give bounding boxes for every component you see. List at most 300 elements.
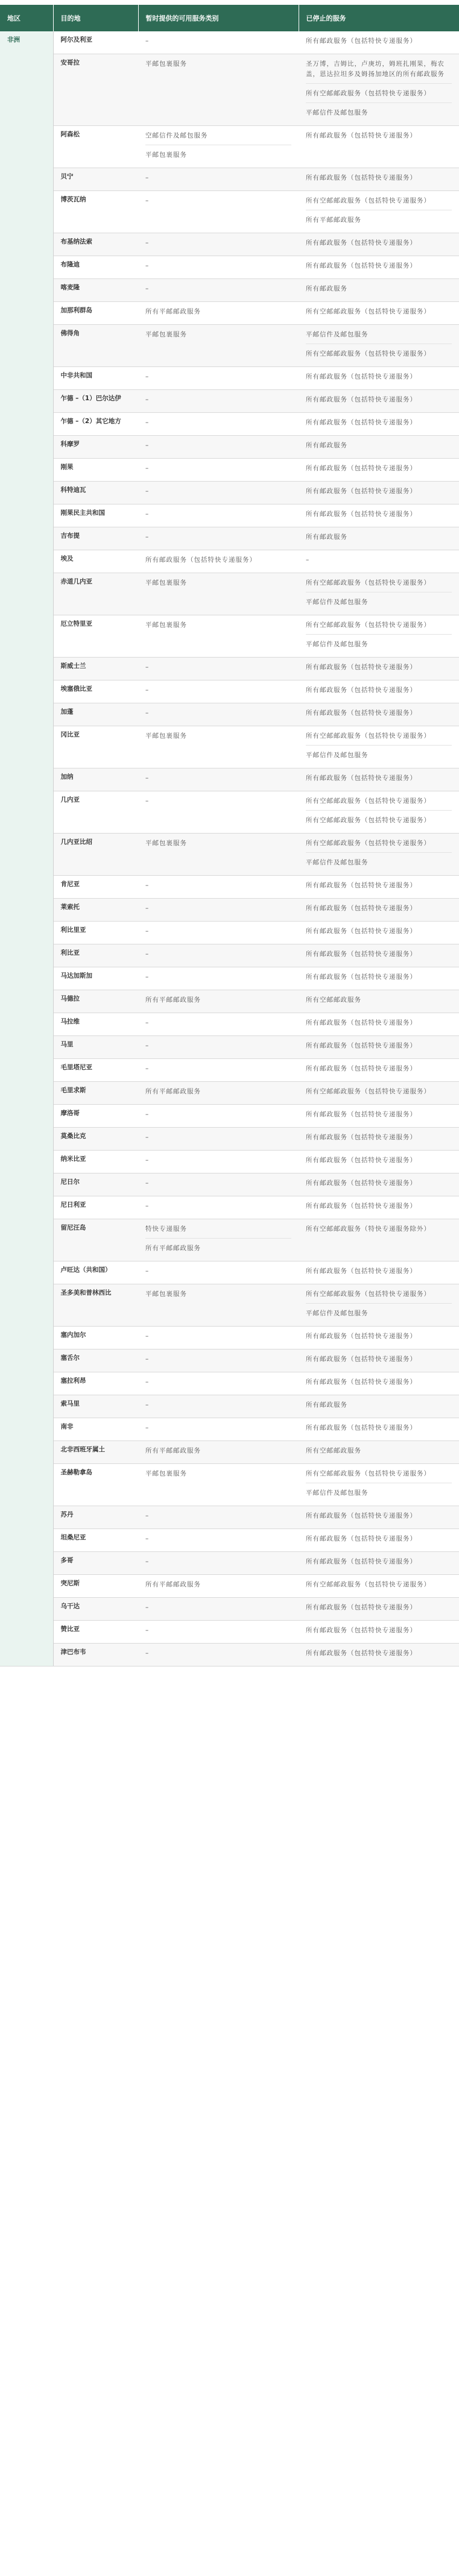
available-service-list xyxy=(145,283,291,298)
suspended-services-cell xyxy=(299,482,459,504)
available-service-item: 空邮信件及邮包服务 xyxy=(145,132,208,139)
table-row xyxy=(0,1082,459,1105)
suspended-service-item: 所有空邮邮政服务（包括特快专递服务） xyxy=(306,308,431,315)
available-services-cell xyxy=(138,54,299,126)
available-services-cell xyxy=(138,527,299,550)
suspended-services-cell xyxy=(299,1349,459,1372)
available-service-item: – xyxy=(145,510,150,518)
available-services-cell xyxy=(138,1441,299,1464)
available-service-list xyxy=(145,902,291,917)
available-services-cell xyxy=(138,1284,299,1327)
available-services-cell xyxy=(138,459,299,482)
suspended-service-item: 所有邮政服务（包括特快专递服务） xyxy=(306,1333,417,1340)
available-services-cell xyxy=(138,944,299,967)
suspended-services-cell xyxy=(299,1261,459,1284)
available-service-item: – xyxy=(145,1650,150,1657)
available-service-list xyxy=(145,795,291,810)
suspended-service-item: 所有邮政服务（包括特快专递服务） xyxy=(306,928,417,935)
available-services-cell xyxy=(138,413,299,436)
suspended-service-list xyxy=(306,1556,452,1571)
available-service-list xyxy=(145,879,291,894)
suspended-services-cell xyxy=(299,944,459,967)
suspended-service-item: 所有空邮邮政服务（包括特快专递服务） xyxy=(306,579,431,586)
available-service-item: 平邮包裹服务 xyxy=(145,579,187,586)
table-row xyxy=(0,1575,459,1598)
table-row xyxy=(0,413,459,436)
suspended-service-item: 所有邮政服务（包括特快专递服务） xyxy=(306,1019,417,1026)
suspended-service-list xyxy=(306,328,452,363)
table-row xyxy=(0,1327,459,1349)
table-row xyxy=(0,390,459,413)
destination-cell: 马达加斯加 xyxy=(53,967,138,990)
available-services-cell xyxy=(138,967,299,990)
suspended-service-list xyxy=(306,531,452,546)
table-row xyxy=(0,168,459,191)
suspended-service-item: 平邮信件及邮包服务 xyxy=(306,745,452,764)
destination-cell: 马里 xyxy=(53,1036,138,1059)
destination-cell: 科特迪瓦 xyxy=(53,482,138,504)
suspended-service-item: 所有空邮邮政服务 xyxy=(306,1447,361,1454)
destination-cell: 博茨瓦纳 xyxy=(53,191,138,233)
destination-cell: 塞内加尔 xyxy=(53,1327,138,1349)
available-service-item: – xyxy=(145,1401,150,1409)
table-row xyxy=(0,1529,459,1552)
available-services-cell xyxy=(138,922,299,944)
available-service-item: – xyxy=(145,1333,150,1340)
suspended-service-list xyxy=(306,971,452,986)
table-row xyxy=(0,944,459,967)
suspended-service-list xyxy=(306,416,452,432)
suspended-service-item: 圣万博，吉姆比，卢庚坊，姆班扎刚果，梅农盖，恩达拉坦多及姆扬加地区的所有邮政服务 xyxy=(306,60,445,78)
suspended-service-list xyxy=(306,1422,452,1437)
suspended-service-item: 所有邮政服务 xyxy=(306,1401,347,1409)
suspended-service-item: 所有空邮邮政服务（包括特快专递服务） xyxy=(306,797,431,805)
available-services-cell xyxy=(138,168,299,191)
destination-cell: 莱索托 xyxy=(53,899,138,922)
available-services-cell xyxy=(138,703,299,726)
destination-cell: 留尼汪岛 xyxy=(53,1219,138,1261)
suspended-services-cell xyxy=(299,1284,459,1327)
suspended-service-list xyxy=(306,1265,452,1280)
suspended-service-list xyxy=(306,619,452,653)
available-service-list xyxy=(145,1288,291,1303)
available-service-item: – xyxy=(145,1019,150,1026)
table-row xyxy=(0,876,459,899)
available-service-item: – xyxy=(145,1356,150,1363)
suspended-services-cell xyxy=(299,436,459,459)
header-available-services: 暂时提供的可用服务类别 xyxy=(138,5,299,31)
table-row xyxy=(0,658,459,680)
suspended-services-cell xyxy=(299,31,459,54)
available-service-item: – xyxy=(145,1558,150,1565)
available-service-item: 所有平邮邮政服务 xyxy=(145,996,201,1004)
available-service-list xyxy=(145,1265,291,1280)
available-service-list xyxy=(145,462,291,477)
available-service-item: 平邮包裹服务 xyxy=(145,732,187,740)
available-service-item: – xyxy=(145,197,150,204)
destination-cell: 喀麦隆 xyxy=(53,279,138,302)
suspended-service-item: 所有邮政服务（包括特快专递服务） xyxy=(306,1424,417,1431)
suspended-service-list xyxy=(306,730,452,764)
available-service-list xyxy=(145,1040,291,1055)
suspended-services-cell xyxy=(299,54,459,126)
available-service-list xyxy=(145,772,291,787)
table-row xyxy=(0,1644,459,1667)
destination-cell: 毛里求斯 xyxy=(53,1082,138,1105)
suspended-services-cell xyxy=(299,791,459,834)
destination-cell: 加纳 xyxy=(53,768,138,791)
region-cell: 非洲 xyxy=(0,31,53,1667)
available-service-list xyxy=(145,1154,291,1169)
available-services-cell xyxy=(138,899,299,922)
available-services-cell xyxy=(138,791,299,834)
destination-cell: 刚果 xyxy=(53,459,138,482)
suspended-services-cell xyxy=(299,834,459,876)
available-service-list xyxy=(145,1533,291,1548)
suspended-service-list xyxy=(306,58,452,122)
available-services-cell xyxy=(138,573,299,615)
available-service-list xyxy=(145,237,291,252)
destination-cell: 加那利群岛 xyxy=(53,302,138,325)
destination-cell: 斯威士兰 xyxy=(53,658,138,680)
destination-cell: 埃塞俄比亚 xyxy=(53,680,138,703)
destination-cell: 刚果民主共和国 xyxy=(53,504,138,527)
table-row xyxy=(0,1219,459,1261)
table-row xyxy=(0,615,459,658)
suspended-services-cell xyxy=(299,1464,459,1506)
available-service-list xyxy=(145,172,291,187)
available-service-list xyxy=(145,1647,291,1662)
available-service-item: – xyxy=(145,174,150,181)
suspended-service-list xyxy=(306,1063,452,1078)
available-service-item: 平邮包裹服务 xyxy=(145,145,291,164)
suspended-service-item: 所有空邮邮政服务（包括特快专递服务） xyxy=(306,1290,431,1298)
available-service-list xyxy=(145,1376,291,1391)
available-service-item: – xyxy=(145,797,150,805)
suspended-services-cell xyxy=(299,1441,459,1464)
available-services-cell xyxy=(138,876,299,899)
suspended-service-item: 所有邮政服务（包括特快专递服务） xyxy=(306,1157,417,1164)
available-service-list xyxy=(145,1177,291,1192)
available-services-cell xyxy=(138,1196,299,1219)
available-service-list xyxy=(145,371,291,386)
available-services-cell xyxy=(138,1598,299,1621)
suspended-service-list xyxy=(306,1017,452,1032)
available-service-item: – xyxy=(145,1378,150,1386)
available-service-list xyxy=(145,994,291,1009)
table-row xyxy=(0,1151,459,1173)
available-service-list xyxy=(145,531,291,546)
suspended-service-item: 所有邮政服务（包括特快专递服务） xyxy=(306,1065,417,1072)
suspended-service-item: 所有邮政服务（包括特快专递服务） xyxy=(306,1042,417,1049)
available-services-cell xyxy=(138,1082,299,1105)
available-service-item: 平邮包裹服务 xyxy=(145,331,187,338)
suspended-service-list xyxy=(306,508,452,523)
header-region: 地区 xyxy=(0,5,53,31)
suspended-service-list xyxy=(306,1510,452,1525)
available-service-item: – xyxy=(145,533,150,541)
table-row xyxy=(0,1173,459,1196)
available-services-cell xyxy=(138,550,299,573)
table-row xyxy=(0,1013,459,1036)
suspended-service-item: 所有邮政服务（包括特快专递服务） xyxy=(306,239,417,247)
postal-service-table xyxy=(0,5,459,1667)
available-services-cell xyxy=(138,1395,299,1418)
destination-cell: 科摩罗 xyxy=(53,436,138,459)
available-service-list xyxy=(145,508,291,523)
available-service-item: – xyxy=(145,37,150,45)
table-row xyxy=(0,367,459,390)
available-services-cell xyxy=(138,504,299,527)
suspended-services-cell xyxy=(299,1151,459,1173)
available-service-item: – xyxy=(145,373,150,380)
table-row xyxy=(0,680,459,703)
available-service-item: 平邮包裹服务 xyxy=(145,60,187,68)
destination-cell: 毛里塔尼亚 xyxy=(53,1059,138,1082)
available-services-cell xyxy=(138,31,299,54)
available-service-list xyxy=(145,1131,291,1146)
suspended-service-list xyxy=(306,439,452,454)
suspended-services-cell xyxy=(299,1506,459,1529)
available-service-list xyxy=(145,1200,291,1215)
destination-cell: 坦桑尼亚 xyxy=(53,1529,138,1552)
table-row xyxy=(0,1552,459,1575)
destination-cell: 北非西班牙属土 xyxy=(53,1441,138,1464)
destination-cell: 乌干达 xyxy=(53,1598,138,1621)
suspended-service-item: 所有邮政服务（包括特快专递服务） xyxy=(306,973,417,981)
destination-cell: 几内亚比绍 xyxy=(53,834,138,876)
available-service-list xyxy=(145,328,291,344)
available-service-item: 平邮包裹服务 xyxy=(145,621,187,629)
destination-cell: 佛得角 xyxy=(53,325,138,367)
table-row xyxy=(0,791,459,834)
table-row xyxy=(0,256,459,279)
suspended-services-cell xyxy=(299,279,459,302)
available-service-item: – xyxy=(145,442,150,449)
available-service-list xyxy=(145,58,291,73)
suspended-services-cell xyxy=(299,413,459,436)
available-service-item: – xyxy=(145,239,150,247)
suspended-services-cell xyxy=(299,126,459,168)
available-service-item: 特快专递服务 xyxy=(145,1225,187,1233)
suspended-service-item: 所有邮政服务（包括特快专递服务） xyxy=(306,1627,417,1634)
suspended-services-cell xyxy=(299,191,459,233)
suspended-service-list xyxy=(306,485,452,500)
destination-cell: 利比里亚 xyxy=(53,922,138,944)
suspended-service-item: 所有邮政服务（包括特快专递服务） xyxy=(306,664,417,671)
suspended-service-item: 所有邮政服务（包括特快专递服务） xyxy=(306,905,417,912)
suspended-services-cell xyxy=(299,527,459,550)
suspended-service-item: 所有平邮邮政服务 xyxy=(306,210,452,229)
suspended-services-cell xyxy=(299,1621,459,1644)
available-service-list xyxy=(145,554,291,569)
suspended-service-item: 所有邮政服务（包括特快专递服务） xyxy=(306,488,417,495)
suspended-service-list xyxy=(306,237,452,252)
available-service-item: – xyxy=(145,709,150,717)
destination-cell: 布基纳法索 xyxy=(53,233,138,256)
table-row xyxy=(0,482,459,504)
available-services-cell xyxy=(138,482,299,504)
available-service-item: 所有平邮邮政服务 xyxy=(145,1238,291,1257)
available-service-list xyxy=(145,485,291,500)
available-service-list xyxy=(145,394,291,409)
table-row xyxy=(0,1418,459,1441)
suspended-services-cell xyxy=(299,1529,459,1552)
table-body xyxy=(0,31,459,1667)
suspended-services-cell xyxy=(299,459,459,482)
suspended-service-list xyxy=(306,1647,452,1662)
table-row xyxy=(0,1036,459,1059)
suspended-services-cell xyxy=(299,1418,459,1441)
suspended-service-list xyxy=(306,707,452,722)
suspended-services-cell xyxy=(299,367,459,390)
table-row xyxy=(0,1196,459,1219)
available-services-cell xyxy=(138,1575,299,1598)
suspended-service-item: 所有空邮邮政服务（包括特快专递服务） xyxy=(306,1088,431,1095)
table-row xyxy=(0,703,459,726)
available-service-item: 所有平邮邮政服务 xyxy=(145,1088,201,1095)
available-services-cell xyxy=(138,1506,299,1529)
table-row xyxy=(0,459,459,482)
suspended-service-item: 所有空邮邮政服务（包括特快专递服务） xyxy=(306,840,431,847)
suspended-service-item: 所有空邮邮政服务（特快专递服务除外） xyxy=(306,1225,431,1233)
destination-cell: 摩洛哥 xyxy=(53,1105,138,1128)
suspended-service-item: 所有邮政服务（包括特快专递服务） xyxy=(306,1512,417,1519)
available-service-item: – xyxy=(145,1134,150,1141)
suspended-service-list xyxy=(306,879,452,894)
table-row xyxy=(0,550,459,573)
available-services-cell xyxy=(138,1644,299,1667)
table-row xyxy=(0,1621,459,1644)
destination-cell: 乍德 –（2）其它地方 xyxy=(53,413,138,436)
available-service-list xyxy=(145,1624,291,1639)
table-row xyxy=(0,527,459,550)
available-service-item: – xyxy=(145,1268,150,1275)
suspended-services-cell xyxy=(299,1219,459,1261)
destination-cell: 中非共和国 xyxy=(53,367,138,390)
destination-cell: 卢旺达（共和国） xyxy=(53,1261,138,1284)
destination-cell: 圣多美和普林西比 xyxy=(53,1284,138,1327)
suspended-service-list xyxy=(306,1579,452,1594)
available-service-list xyxy=(145,948,291,963)
available-service-item: – xyxy=(145,1111,150,1118)
destination-cell: 塞舌尔 xyxy=(53,1349,138,1372)
available-service-item: – xyxy=(145,774,150,782)
destination-cell: 圣赫勒拿岛 xyxy=(53,1464,138,1506)
suspended-services-cell xyxy=(299,302,459,325)
available-service-list xyxy=(145,1063,291,1078)
available-service-list xyxy=(145,1223,291,1257)
destination-cell: 突尼斯 xyxy=(53,1575,138,1598)
available-service-list xyxy=(145,1017,291,1032)
suspended-services-cell xyxy=(299,573,459,615)
suspended-service-list xyxy=(306,130,452,145)
suspended-service-item: 所有空邮邮政服务（包括特快专递服务） xyxy=(306,83,452,102)
suspended-service-item: 平邮信件及邮包服务 xyxy=(306,1483,452,1502)
suspended-service-list xyxy=(306,195,452,229)
available-service-item: – xyxy=(145,686,150,694)
available-services-cell xyxy=(138,615,299,658)
table-row xyxy=(0,1506,459,1529)
suspended-service-list xyxy=(306,35,452,50)
suspended-service-item: 所有空邮邮政服务（包括特快专递服务） xyxy=(306,1470,431,1477)
table-row xyxy=(0,1395,459,1418)
destination-cell: 阿尔及利亚 xyxy=(53,31,138,54)
suspended-service-item: 所有空邮邮政服务（包括特快专递服务） xyxy=(306,732,431,740)
available-services-cell xyxy=(138,367,299,390)
available-services-cell xyxy=(138,279,299,302)
suspended-service-list xyxy=(306,1040,452,1055)
available-service-list xyxy=(145,1601,291,1616)
suspended-service-list xyxy=(306,1154,452,1169)
suspended-service-list xyxy=(306,1468,452,1502)
available-services-cell xyxy=(138,325,299,367)
destination-cell: 加蓬 xyxy=(53,703,138,726)
suspended-service-list xyxy=(306,994,452,1009)
table-row xyxy=(0,768,459,791)
suspended-services-cell xyxy=(299,1395,459,1418)
suspended-service-item: 所有邮政服务（包括特快专递服务） xyxy=(306,1378,417,1386)
destination-cell: 马拉维 xyxy=(53,1013,138,1036)
available-services-cell xyxy=(138,1219,299,1261)
destination-cell: 赤道几内亚 xyxy=(53,573,138,615)
table-row xyxy=(0,1261,459,1284)
destination-cell: 莫桑比克 xyxy=(53,1128,138,1151)
destination-cell: 苏丹 xyxy=(53,1506,138,1529)
suspended-services-cell xyxy=(299,1173,459,1196)
available-services-cell xyxy=(138,191,299,233)
suspended-service-item: 所有邮政服务（包括特快专递服务） xyxy=(306,37,417,45)
available-service-list xyxy=(145,306,291,321)
suspended-service-list xyxy=(306,394,452,409)
suspended-service-list xyxy=(306,577,452,611)
suspended-service-item: 所有邮政服务（包括特快专递服务） xyxy=(306,174,417,181)
suspended-service-item: 所有邮政服务（包括特快专递服务） xyxy=(306,373,417,380)
suspended-service-list xyxy=(306,1177,452,1192)
suspended-service-item: 所有邮政服务（包括特快专递服务） xyxy=(306,1604,417,1611)
available-service-list xyxy=(145,1579,291,1594)
suspended-services-cell xyxy=(299,1013,459,1036)
suspended-service-list xyxy=(306,1330,452,1345)
suspended-service-item: 所有邮政服务（包括特快专递服务） xyxy=(306,950,417,958)
suspended-services-cell xyxy=(299,658,459,680)
destination-cell: 纳米比亚 xyxy=(53,1151,138,1173)
suspended-service-item: 所有邮政服务（包括特快专递服务） xyxy=(306,419,417,426)
available-service-item: – xyxy=(145,1042,150,1049)
available-service-list xyxy=(145,130,291,164)
available-service-list xyxy=(145,416,291,432)
available-service-list xyxy=(145,1510,291,1525)
suspended-service-list xyxy=(306,1223,452,1238)
suspended-service-item: 所有空邮邮政服务（包括特快专递服务） xyxy=(306,1581,431,1588)
available-service-item: – xyxy=(145,882,150,889)
suspended-service-list xyxy=(306,172,452,187)
table-row xyxy=(0,990,459,1013)
table-row xyxy=(0,504,459,527)
suspended-service-list xyxy=(306,925,452,940)
suspended-service-item: 平邮信件及邮包服务 xyxy=(306,102,452,122)
available-service-list xyxy=(145,1085,291,1101)
available-services-cell xyxy=(138,726,299,768)
available-services-cell xyxy=(138,1151,299,1173)
destination-cell: 肯尼亚 xyxy=(53,876,138,899)
destination-cell: 布隆迪 xyxy=(53,256,138,279)
suspended-services-cell xyxy=(299,768,459,791)
suspended-service-item: 所有邮政服务 xyxy=(306,285,347,292)
available-services-cell xyxy=(138,834,299,876)
available-service-list xyxy=(145,707,291,722)
available-service-list xyxy=(145,35,291,50)
